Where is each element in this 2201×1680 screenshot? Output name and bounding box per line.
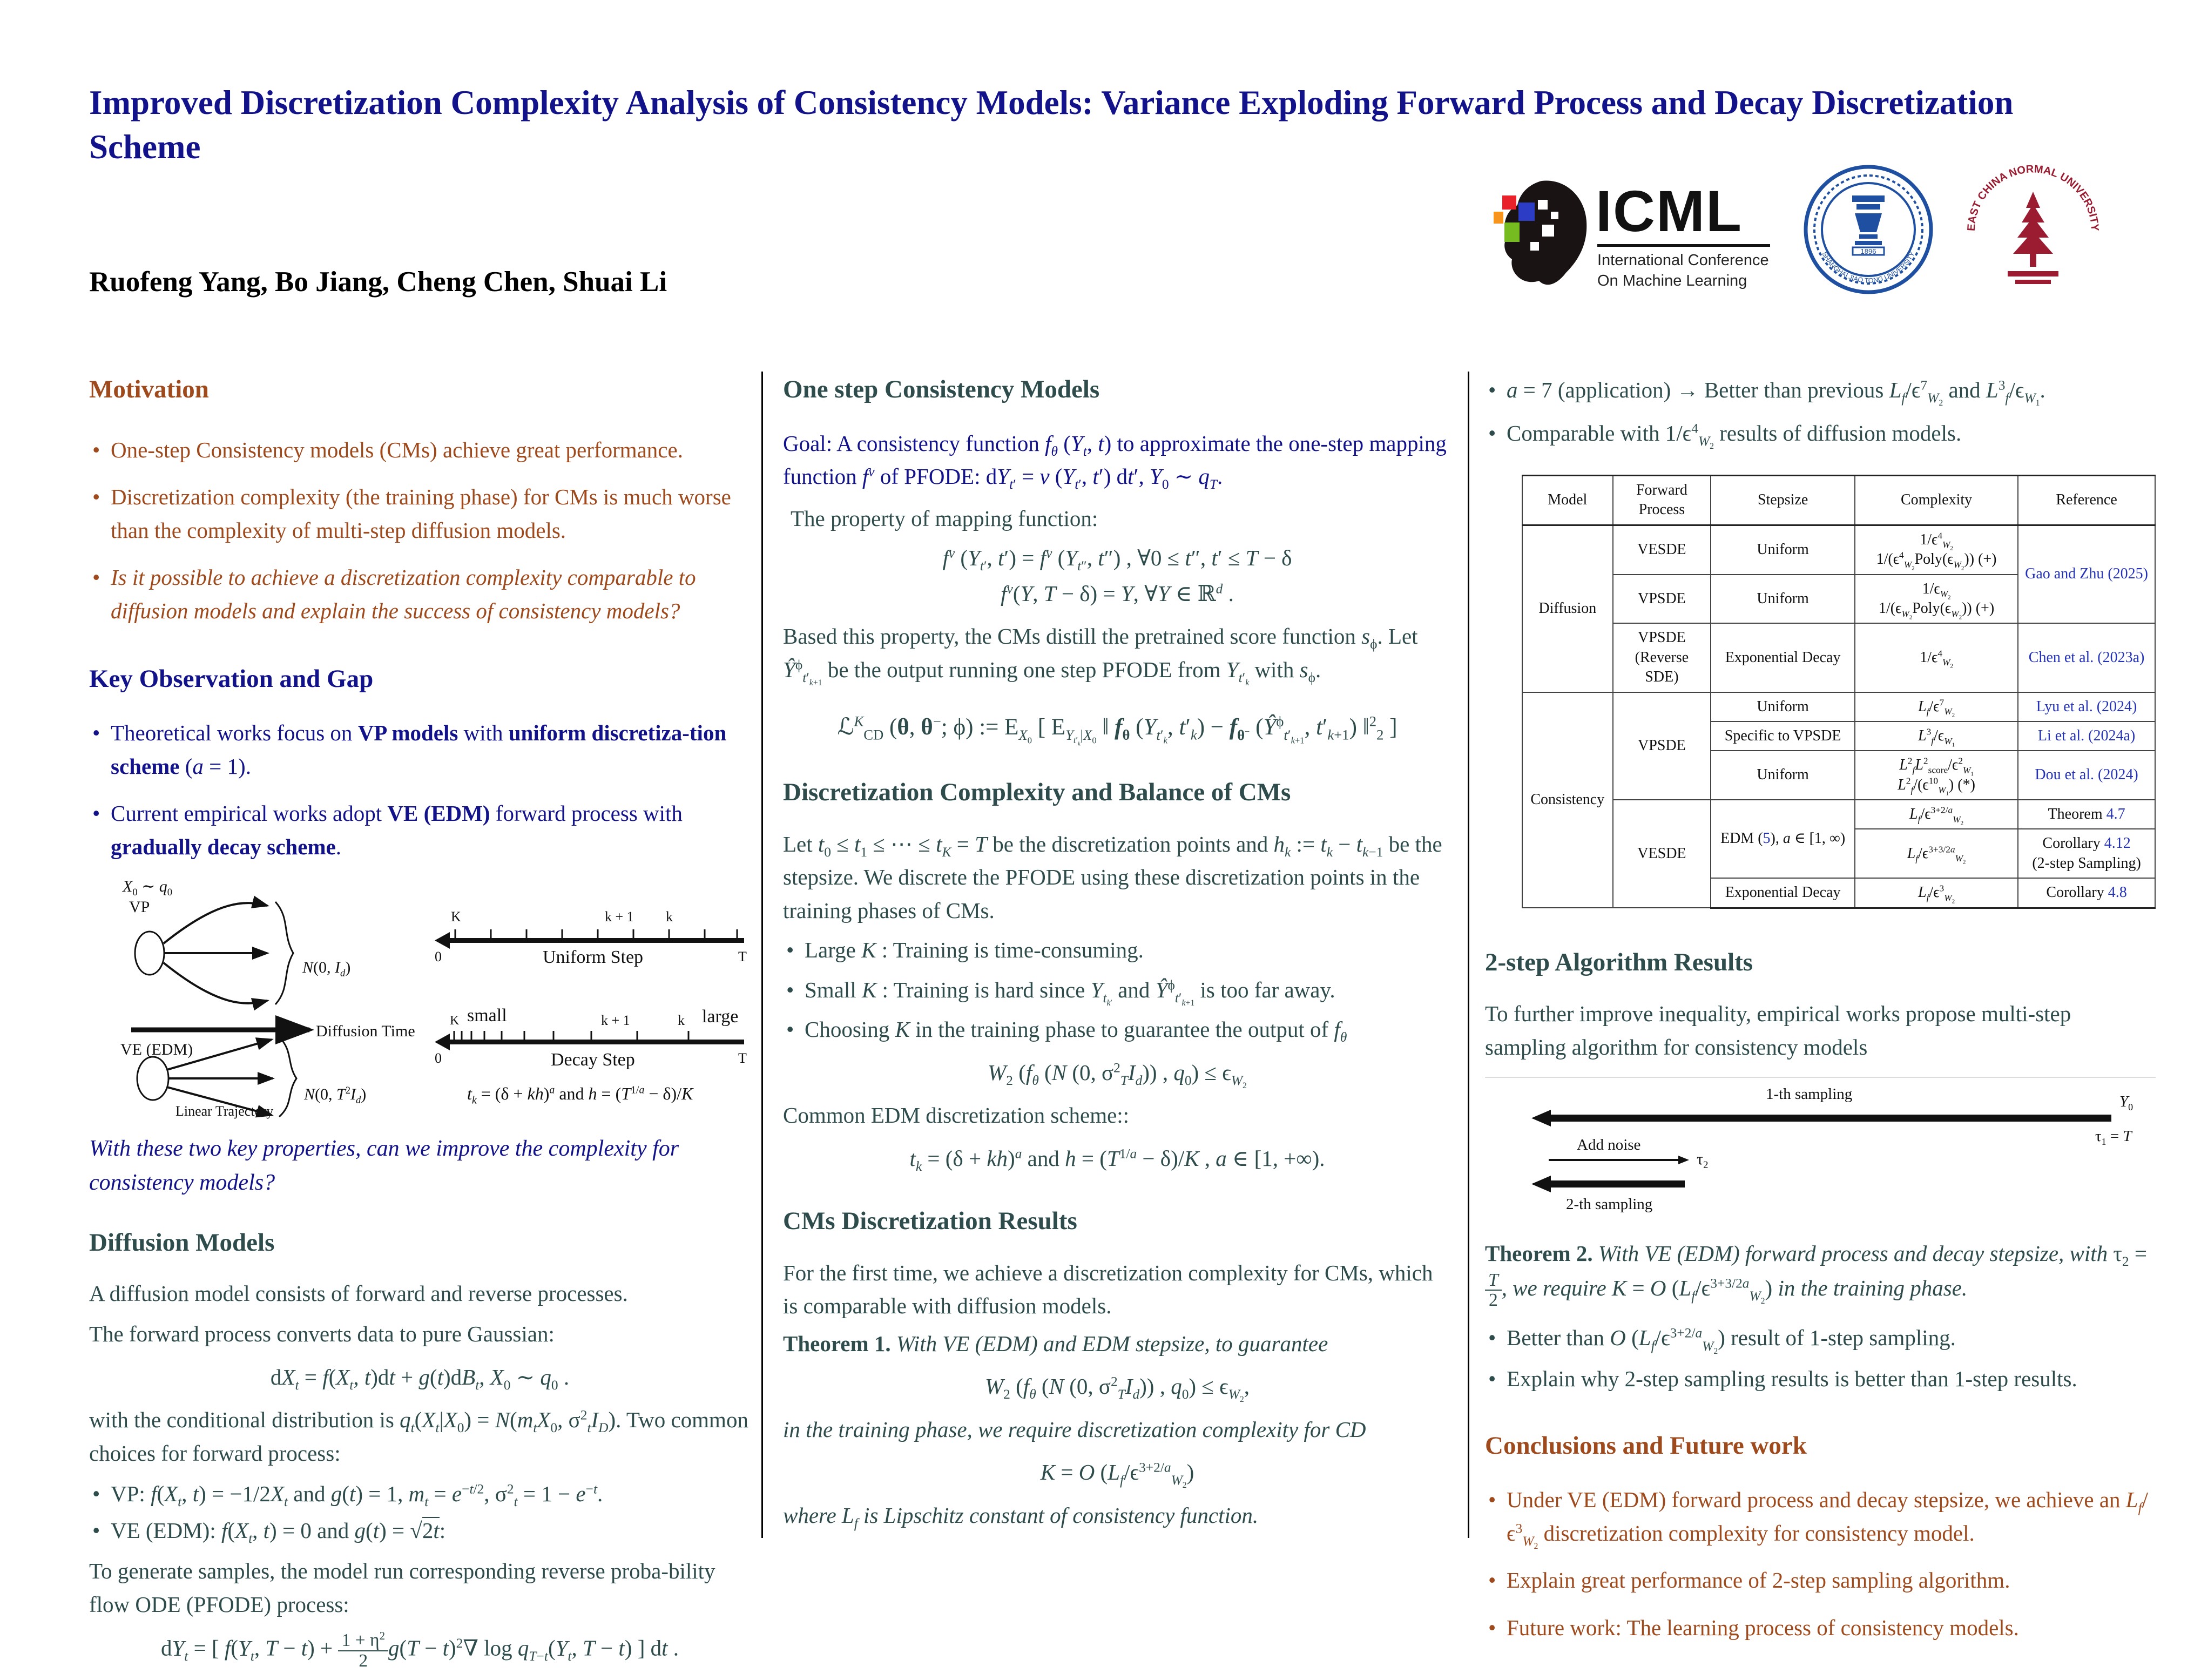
- col-header-stepsize: Stepsize: [1711, 476, 1855, 525]
- table-row: [1522, 800, 2155, 829]
- theorem2-bullet-explain: • Explain why 2-step sampling results is better than 1-step results.: [1485, 1362, 2156, 1396]
- motivation-bullet-2: • Discretization complexity (the training phase) for CMs is much worse than the complexity of multi-step diffusion models.: [89, 481, 751, 547]
- col-header-reference: Reference: [2018, 476, 2155, 525]
- section-heading-balance: Discretization Complexity and Balance of CMs: [783, 778, 1291, 806]
- cell-stepsize: Uniform: [1711, 751, 1855, 800]
- section-heading-motivation: Motivation: [89, 375, 209, 403]
- diffusion-eq-pfode: $dY_t$ = [ $f(Y_t$, T − t) + $\frac{1 + \eta^2}{2}$ $g(T - t)^2\nabla$ $\log q_{T-t}(Y_t$, T − t) ] dt .: [160, 1629, 679, 1671]
- key-observation-bullet-1: • Theoretical works focus on VP models with uniform discretiza-tion scheme (a = 1).: [89, 717, 751, 783]
- section-heading-key-observation: Key Observation and Gap: [89, 665, 374, 693]
- fig-label-2th-sampling: 2-th sampling: [1566, 1196, 1653, 1213]
- fig-label-decay-T: T: [738, 1050, 747, 1066]
- cell-stepsize: Specific to VPSDE: [1711, 721, 1855, 751]
- section-heading-cm-results: CMs Discretization Results: [783, 1207, 1077, 1235]
- page-title: Improved Discretization Complexity Analysis of Consistency Models: Variance Exploding Forward Process and Decay Discretization Scheme: [89, 84, 2014, 166]
- conclusion-bullet-3: • Future work: The learning process of consistency models.: [1485, 1611, 2156, 1645]
- cell-fp: VPSDE (Reverse SDE): [1613, 623, 1711, 692]
- logo-row: [1490, 162, 2160, 308]
- left-column: [89, 374, 751, 1680]
- right-column: [1485, 374, 2156, 1658]
- fig-label-small: small: [467, 1006, 507, 1025]
- theorem1-label: Theorem 1.: [783, 1331, 891, 1356]
- cell-fp: VPSDE: [1613, 692, 1711, 800]
- diffusion-eq-forward-sde: $dX_t = f(X_t$, $t)dt + g(t)dB_t$, $X_0$ ∼ $q_0$ .: [270, 1364, 570, 1393]
- col-header-complexity: Complexity: [1855, 476, 2018, 525]
- diffusion-paragraph-3: with the conditional distribution is $q_t(X_t|X_0) = N(m_tX_0$, $\sigma^2_tI_D$). Two common choices for forward process:: [89, 1407, 748, 1466]
- result-bullet-comparable: • Comparable with $1/\epsilon^4_{W_2}$ results of diffusion models.: [1485, 417, 2156, 450]
- cell-model-diffusion: Diffusion: [1522, 525, 1613, 692]
- results-paragraph-1: For the first time, we achieve a discretization complexity for CMs, which is comparable with diffusion models.: [783, 1260, 1433, 1319]
- column-divider-1: [761, 372, 763, 1538]
- fig-label-n-vp: N(0, $I_d$): [302, 959, 351, 979]
- diffusion-paragraph-1: A diffusion model consists of forward and reverse processes.: [89, 1280, 628, 1306]
- one-step-eq-property-2: $f^v(Y$, T − δ) = Y, ∀Y ∈ ℝ$^d$ .: [1001, 581, 1234, 606]
- fig-label-add-noise: Add noise: [1577, 1136, 1641, 1154]
- forward-process-figure: [89, 878, 751, 1118]
- one-step-paragraph-2: Based this property, the CMs distill the pretrained score function $s_\phi$. Let $Ŷ^\phi_{t'_{k+1}}$ be the output running one step PFODE from $Y_{t'_k}$ with $s_\phi$.: [783, 624, 1418, 688]
- fig-label-vp: VP: [129, 898, 150, 916]
- cell-complexity: $L_f/\epsilon^7_{W_2}$: [1855, 692, 2018, 721]
- fig-label-decay-K: K: [450, 1014, 460, 1028]
- cell-complexity: $L_f/\epsilon^{3+2/a}_{W_2}$: [1855, 800, 2018, 829]
- diffusion-bullet-vp: • VP: $f(X_t$, $t) = -1/2X_t$ and g(t) = 1, $m_t = e^{-t/2}$, $\sigma^2_t = 1 - e^{-t}$.: [89, 1477, 751, 1511]
- balance-paragraph-1: Let $t_0 \le t_1$ ≤ ⋯ ≤ $t_K = T$ be the discretization points and $h_k$ := $t_k - t_{k-1}$ be the stepsize. We discrete the PFODE using these discretization points in the training phases of CMs.: [783, 831, 1442, 923]
- one-step-eq-property-1: $f^v$ ($Y_{t'}$, $t') = f^v$ ($Y_{t''}$, t″) , ∀0 ≤ t″, t′ ≤ T − δ: [942, 545, 1292, 574]
- balance-paragraph-2: Common EDM discretization scheme::: [783, 1103, 1130, 1128]
- theorem1-eq-k: K = O $(L_f/\epsilon^{3+2/a}_{W_2})$: [1040, 1460, 1194, 1490]
- middle-column: [783, 374, 1451, 1532]
- cell-stepsize: Uniform: [1711, 692, 1855, 721]
- balance-eq-w2: $W_2$ ($f_\theta$ (N (0, $\sigma^2_TI_d$)) , $q_0) \le \epsilon_{W_2}$: [988, 1060, 1247, 1090]
- two-step-sampling-figure: [1485, 1077, 2156, 1221]
- cell-complexity: $L_f/\epsilon^3_{W_2}$: [1855, 878, 2018, 908]
- cell-model-consistency: Consistency: [1522, 692, 1613, 908]
- one-step-property-intro: The property of mapping function:: [791, 505, 1098, 531]
- fig-label-1th-sampling: 1-th sampling: [1766, 1085, 1853, 1103]
- cell-reference: Li et al. (2024a): [2018, 721, 2155, 751]
- section-heading-one-step-cm: One step Consistency Models: [783, 375, 1100, 403]
- key-question: With these two key properties, can we improve the complexity for consistency models?: [89, 1136, 679, 1195]
- ecnu-arc-label: EAST CHINA NORMAL UNIVERSITY: [1966, 163, 2101, 232]
- cell-stepsize: EDM (5), a ∈ [1, ∞): [1711, 800, 1855, 878]
- fig-label-linear-trajectory: Linear Trajectory: [175, 1103, 274, 1119]
- diffusion-paragraph-2: The forward process converts data to pure Gaussian:: [89, 1321, 555, 1347]
- cell-reference: Corollary 4.8: [2018, 878, 2155, 908]
- cell-fp: VESDE: [1613, 525, 1711, 574]
- fig-label-decay-0: 0: [435, 1050, 442, 1066]
- cell-reference: Chen et al. (2023a): [2018, 623, 2155, 692]
- motivation-bullet-1: • One-step Consistency models (CMs) achieve great performance.: [89, 434, 751, 467]
- balance-bullet-small-k: • Small K : Training is hard since $Y_{t_{k'}}$ and $Ŷ^\phi_{t'_{k+1}}$ is too far away.: [783, 974, 1451, 1007]
- cell-reference: Lyu et al. (2024): [2018, 692, 2155, 721]
- icml-wordmark: ICML: [1596, 178, 1743, 244]
- fig-label-uniform-step: Uniform Step: [543, 947, 644, 967]
- cell-fp: VESDE: [1613, 800, 1711, 908]
- fig-label-diffusion-time: Diffusion Time: [316, 1022, 415, 1040]
- sjtu-logo: [1801, 162, 1936, 297]
- theorem1-outro: where $L_f$ is Lipschitz constant of consistency function.: [783, 1502, 1259, 1531]
- fig-label-x0: $X_0$ ∼ $q_0$: [123, 878, 173, 898]
- fig-label-uniform-K: K: [451, 909, 461, 925]
- theorem2-body: With VE (EDM) forward process and decay stepsize, with $\tau_2$ = $\frac{T}{2}$ , we require K = O $(L_f/\epsilon^{3+3/2a}_{W_2})$ in the training phase.: [1485, 1241, 2147, 1300]
- column-divider-2: [1468, 372, 1469, 1538]
- cell-stepsize: Exponential Decay: [1711, 623, 1855, 692]
- cell-complexity: $L_f/\epsilon^{3+3/2a}_{W_2}$: [1855, 829, 2018, 878]
- cell-complexity: $L^2_fL^2_{score}/\epsilon^2_{W_1}$ $L^2_f/(\epsilon^{10}_{W_1})$ (*): [1855, 751, 2018, 800]
- cell-complexity: $1/\epsilon_{W_2}$ $1/(\epsilon_{W_2}Poly(\epsilon_{W_2}))$ (+): [1855, 575, 2018, 624]
- cell-reference: Corollary 4.12 (2-step Sampling): [2018, 829, 2155, 878]
- ecnu-logo: [1966, 162, 2101, 297]
- section-heading-diffusion-models: Diffusion Models: [89, 1229, 275, 1257]
- icml-subtitle-2: On Machine Learning: [1597, 272, 1747, 289]
- icml-rule: [1597, 244, 1770, 247]
- complexity-comparison-table: [1522, 475, 2156, 909]
- theorem2-bullet-better: • Better than O $(L_f/\epsilon^{3+2/a}_{W_2})$ result of 1-step sampling.: [1485, 1321, 2156, 1355]
- col-header-model: Model: [1522, 476, 1613, 525]
- theorem1-eq-w2: $W_2$ ($f_\theta$ (N (0, $\sigma^2_TI_d$)) , $q_0) \le \epsilon_{W_2}$,: [985, 1374, 1250, 1405]
- cell-stepsize: Exponential Decay: [1711, 878, 1855, 908]
- cell-reference: Gao and Zhu (2025): [2018, 525, 2155, 623]
- table-row: [1522, 623, 2155, 692]
- 2step-paragraph: To further improve inequality, empirical works propose multi-step sampling algorithm for consistency models: [1485, 1001, 2071, 1060]
- diffusion-bullet-ve: • VE (EDM): $f(X_t$, t) = 0 and g(t) = √2t:: [89, 1514, 751, 1548]
- cell-complexity: $1/\epsilon^4_{W_2}$ $1/(\epsilon^4_{W_2}Poly(\epsilon_{W_2}))$ (+): [1855, 525, 2018, 574]
- balance-bullet-choosing-k: • Choosing K in the training phase to guarantee the output of $f_\theta$: [783, 1013, 1451, 1047]
- section-heading-2step: 2-step Algorithm Results: [1485, 948, 1753, 976]
- cell-complexity: $L^3_f/\epsilon_{W_1}$: [1855, 721, 2018, 751]
- fig-label-y0: $Y_0$: [2119, 1093, 2134, 1113]
- fig-label-tau1: $\tau_1 = T$: [2095, 1128, 2132, 1148]
- conclusion-bullet-2: • Explain great performance of 2-step sampling algorithm.: [1485, 1564, 2156, 1597]
- key-observation-bullet-2: • Current empirical works adopt VE (EDM) forward process with gradually decay scheme.: [89, 797, 751, 863]
- cell-stepsize: Uniform: [1711, 525, 1855, 574]
- cell-fp: VPSDE: [1613, 575, 1711, 624]
- fig-label-decay-kp1: k + 1: [601, 1013, 630, 1028]
- diffusion-paragraph-4: To generate samples, the model run corresponding reverse proba-bility flow ODE (PFODE) process:: [89, 1558, 715, 1617]
- fig-label-uniform-k: k: [666, 909, 673, 925]
- sjtu-arc-label: SHANGHAI JIAO TONG UNIVERSITY: [1820, 251, 1916, 285]
- fig-label-tau2: $\tau_2$: [1697, 1150, 1709, 1171]
- theorem1-mid: in the training phase, we require discretization complexity for CD: [783, 1416, 1366, 1442]
- cell-stepsize: Uniform: [1711, 575, 1855, 624]
- cell-reference: Dou et al. (2024): [2018, 751, 2155, 800]
- balance-bullet-large-k: • Large K : Training is time-consuming.: [783, 934, 1451, 967]
- table-row: [1522, 692, 2155, 721]
- balance-eq-edm-scheme: $t_k = (\delta + kh)^a$ and $h = (T^{1/a} - \delta)/K$ , a ∈ [1, +∞).: [909, 1145, 1325, 1174]
- table-header-row: [1522, 476, 2155, 525]
- icml-subtitle-1: International Conference: [1597, 252, 1769, 269]
- one-step-goal: Goal: A consistency function $f_\theta$ ($Y_t$, t) to approximate the one-step mapping function $f^v$ of PFODE: $dY_{t'} = v$ ($Y_{t'}$, t′) dt′, $Y_0$ ∼ $q_T$.: [783, 430, 1447, 492]
- fig-label-decay-step: Decay Step: [551, 1050, 635, 1070]
- fig-label-ve: VE (EDM): [120, 1041, 193, 1058]
- fig-label-large: large: [702, 1007, 739, 1027]
- table-row: [1522, 525, 2155, 574]
- one-step-cd-loss: ℒ$^K_{CD}$ (θ, θ−; ϕ) := $E_{X_0}$ [ $E_{Y_{t'_k}|X_0}$ ‖ $f_\theta$ ($Y_{t'_k}$, $t'_k) - f_{\theta^-}$ ($Ŷ^\phi_{t'_{k+1}}$, $t'_{k+1}$) ‖$^2_2$ ]: [837, 713, 1397, 747]
- motivation-bullet-3: • Is it possible to achieve a discretization complexity comparable to diffusion models and explain the success of consistency models?: [89, 561, 751, 628]
- fig-label-n-ve: N(0, $T^2I_d$): [304, 1085, 367, 1106]
- sjtu-year: 1896: [1860, 247, 1876, 255]
- icml-logo: [1490, 173, 1782, 297]
- col-header-forward-process: Forward Process: [1613, 476, 1711, 525]
- theorem2-label: Theorem 2.: [1485, 1241, 1593, 1266]
- fig-label-uniform-T: T: [738, 949, 747, 964]
- cell-reference: Theorem 4.7: [2018, 800, 2155, 829]
- authors-line: Ruofeng Yang, Bo Jiang, Cheng Chen, Shuai Li: [89, 266, 667, 298]
- fig-label-uniform-kp1: k + 1: [605, 909, 634, 925]
- conclusion-bullet-1: • Under VE (EDM) forward process and decay stepsize, we achieve an $L_f/\epsilon^3_{W_2}$ discretization complexity for consistency model.: [1485, 1483, 2156, 1550]
- cell-complexity: $1/\epsilon^4_{W_2}$: [1855, 623, 2018, 692]
- section-heading-conclusions: Conclusions and Future work: [1485, 1432, 1807, 1460]
- fig-label-decay-formula: $t_k = (\delta + kh)^a$ and $h = (T^{1/a} - \delta)/K$: [467, 1084, 693, 1106]
- theorem1-intro: With VE (EDM) and EDM stepsize, to guarantee: [896, 1331, 1328, 1356]
- result-bullet-a7: • a = 7 (application) → Better than previous $L_f/\epsilon^7_{W_2}$ and $L^3_f/\epsilon_{W_1}$.: [1485, 374, 2156, 407]
- fig-label-decay-k: k: [678, 1013, 685, 1028]
- fig-label-uniform-0: 0: [435, 949, 442, 964]
